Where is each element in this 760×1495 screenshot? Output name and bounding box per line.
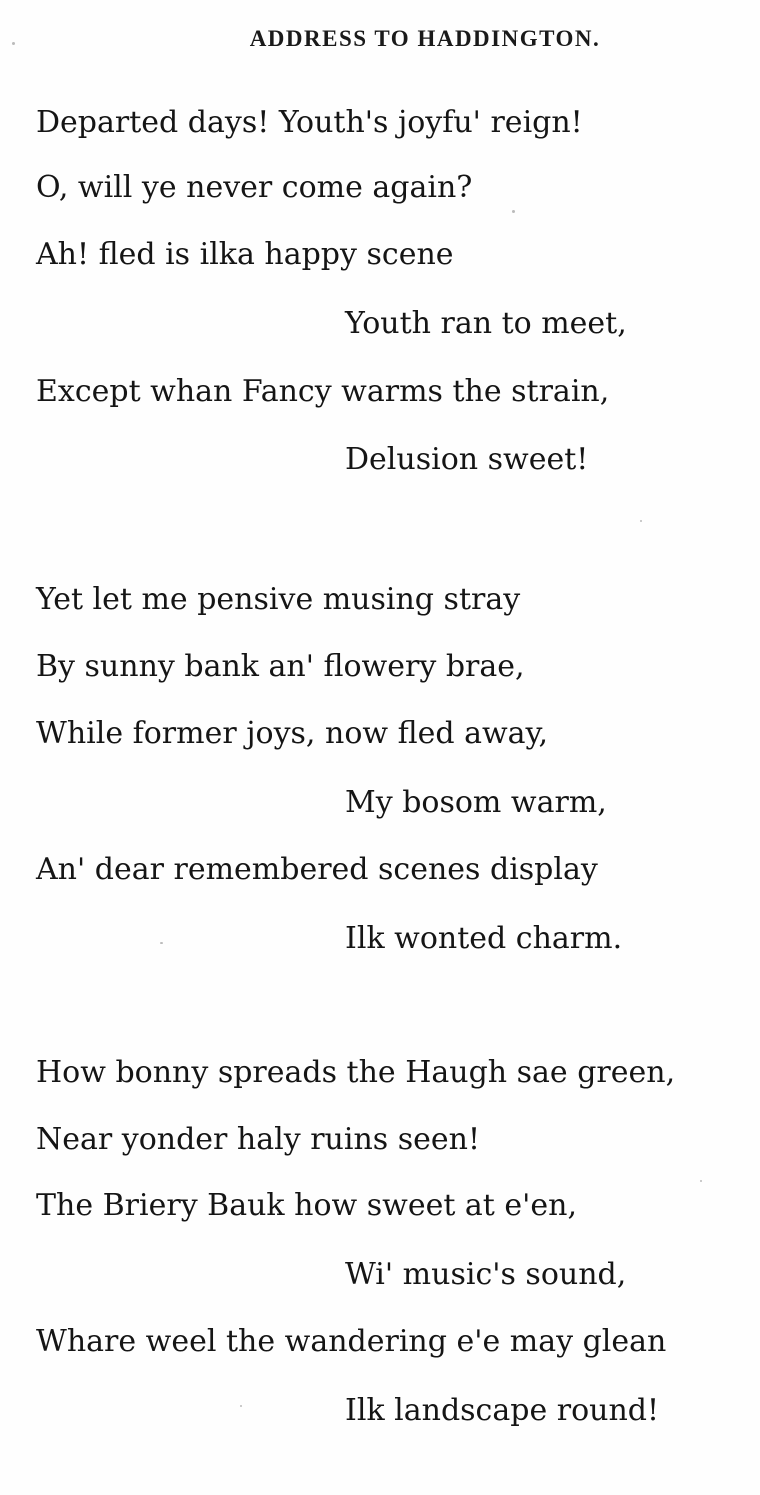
poem-line: An' dear remembered scenes display	[36, 852, 598, 887]
poem-line: Wi' music's sound,	[345, 1257, 627, 1292]
poem-line: O, will ye never come again?	[36, 170, 473, 205]
poem-line: Ilk wonted charm.	[345, 921, 623, 956]
poem-title: ADDRESS TO HADDINGTON.	[249, 26, 601, 51]
paper-speck	[512, 210, 515, 213]
poem-line: Youth ran to meet,	[345, 306, 627, 341]
poem-line: Ah! fled is ilka happy scene	[36, 237, 454, 272]
poem-line: Whare weel the wandering e'e may glean	[36, 1324, 667, 1359]
poem-line: Delusion sweet!	[345, 442, 589, 477]
paper-speck	[700, 1180, 702, 1182]
poem-line: Ilk landscape round!	[345, 1393, 660, 1428]
poem-line: Near yonder haly ruins seen!	[36, 1122, 481, 1157]
poem-line: My bosom warm,	[345, 785, 607, 820]
poem-line: Departed days! Youth's joyfu' reign!	[36, 105, 583, 140]
paper-speck	[12, 42, 15, 45]
poem-line: Except whan Fancy warms the strain,	[36, 374, 610, 409]
poem-line: The Briery Bauk how sweet at e'en,	[36, 1188, 578, 1223]
paper-speck	[640, 520, 642, 522]
paper-speck	[240, 1405, 242, 1407]
poem-line: While former joys, now fled away,	[36, 716, 549, 751]
poem-line: By sunny bank an' flowery brae,	[36, 649, 525, 684]
paper-speck	[160, 942, 163, 944]
poem-line: Yet let me pensive musing stray	[36, 582, 521, 617]
poem-line: How bonny spreads the Haugh sae green,	[36, 1055, 676, 1090]
